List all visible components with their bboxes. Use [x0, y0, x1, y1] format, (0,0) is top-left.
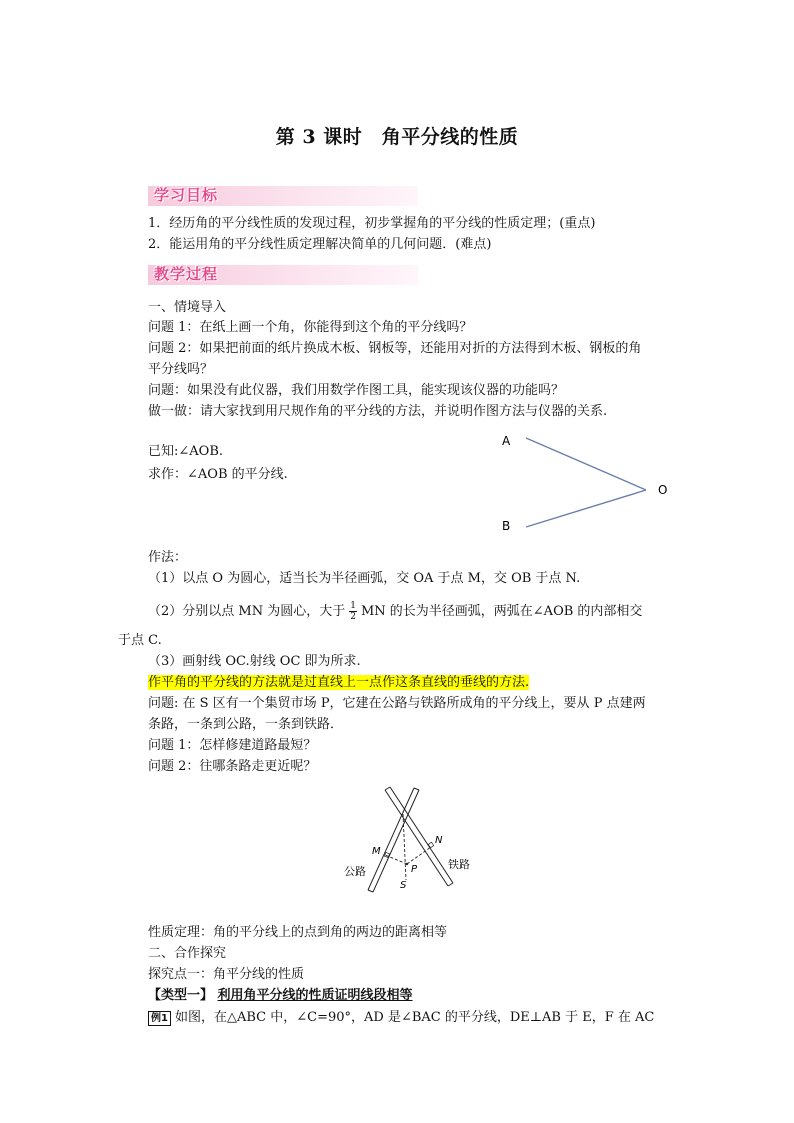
- banner-process: [148, 265, 418, 285]
- label-highway: 公路: [344, 865, 366, 878]
- section1-q3: 问题：如果没有此仪器，我们用数学作图工具，能实现该仪器的功能吗？: [148, 383, 565, 398]
- label-p: P: [411, 864, 418, 875]
- highlight-text: 作平角的平分线的方法就是过直线上一点作这条直线的垂线的方法.: [148, 675, 530, 690]
- section1-q2-line2: 平分线吗？: [148, 362, 214, 377]
- section1-q2-line1: 问题 2：如果把前面的纸片换成木板、钢板等，还能用对折的方法得到木板、钢板的角: [148, 341, 642, 356]
- construction-given: 已知:∠AOB.: [148, 444, 224, 459]
- section1-try: 做一做：请大家找到用尺规作角的平分线的方法，并说明作图方法与仪器的关系.: [148, 404, 608, 419]
- example-badge: 例1: [148, 1011, 171, 1026]
- method-step2: [148, 601, 642, 622]
- method-step2-pre: （2）分别以点 MN 为圆心，大于: [148, 604, 346, 619]
- example-text: 如图，在△ABC 中，∠C=90°，AD 是∠BAC 的平分线，DE⊥AB 于 E，F 在 AC: [174, 1010, 655, 1025]
- method-step2-post: MN 的长为半径画弧，两弧在∠AOB 的内部相交: [360, 604, 643, 619]
- problem-line1: 问题: 在 S 区有一个集贸市场 P，它建在公路与铁路所成角的平分线上，要从 P 点建两: [148, 696, 646, 711]
- label-b: B: [502, 519, 511, 533]
- method-heading: 作法：: [148, 550, 188, 565]
- problem-q2: 问题 2：往哪条路走更近呢？: [148, 759, 317, 774]
- label-s: S: [400, 880, 407, 891]
- type-title: 利用角平分线的性质证明线段相等: [217, 988, 413, 1003]
- section2-point: 探究点一：角平分线的性质: [148, 967, 305, 982]
- railway-bar: [385, 787, 453, 886]
- objective-2: 2．能运用角的平分线性质定理解决简单的几何问题．(难点): [148, 237, 492, 252]
- problem-q1: 问题 1：怎样修建道路最短？: [148, 738, 317, 753]
- method-step2-cont: 于点 C.: [118, 633, 162, 648]
- type-tag: 【类型一】: [148, 988, 214, 1003]
- construction-find: 求作：∠AOB 的平分线.: [148, 467, 288, 482]
- label-m: M: [372, 846, 381, 857]
- banner-objectives: [148, 186, 418, 206]
- method-highlight: [148, 673, 529, 693]
- label-n: N: [435, 835, 443, 846]
- method-step3: （3）画射线 OC.射线 OC 即为所求.: [148, 654, 361, 669]
- right-angle-mark-m: [384, 852, 389, 857]
- angle-aob-figure: [490, 425, 690, 540]
- banner-objectives-label: 学习目标: [154, 186, 219, 204]
- example-1: [148, 1008, 654, 1028]
- section2-heading: 二、合作探究: [148, 946, 227, 961]
- ray-ob: [526, 490, 646, 527]
- label-o: O: [658, 483, 668, 497]
- property-theorem: 性质定理：角的平分线上的点到角的两边的距离相等: [148, 925, 448, 940]
- section2-type: [148, 986, 413, 1006]
- fraction-half: [349, 601, 357, 622]
- road-railway-figure: [330, 780, 490, 900]
- banner-process-label: 教学过程: [154, 265, 219, 283]
- method-step1: （1）以点 O 为圆心，适当长为半径画弧，交 OA 于点 M，交 OB 于点 N.: [148, 571, 581, 586]
- page-title: 第 3 课时 角平分线的性质: [275, 126, 519, 148]
- point-p: [406, 863, 408, 865]
- fraction-denominator: 2: [350, 612, 356, 622]
- label-railway: 铁路: [448, 858, 470, 871]
- ray-oa: [526, 438, 646, 490]
- fraction-numerator: 1: [350, 601, 356, 611]
- objective-1: 1．经历角的平分线性质的发现过程，初步掌握角的平分线的性质定理；(重点): [148, 216, 596, 231]
- section1-q1: 问题 1：在纸上画一个角，你能得到这个角的平分线吗？: [148, 320, 473, 335]
- label-a: A: [502, 434, 511, 448]
- problem-line2: 条路，一条到公路，一条到铁路．: [148, 717, 344, 732]
- section1-heading: 一、情境导入: [148, 300, 227, 315]
